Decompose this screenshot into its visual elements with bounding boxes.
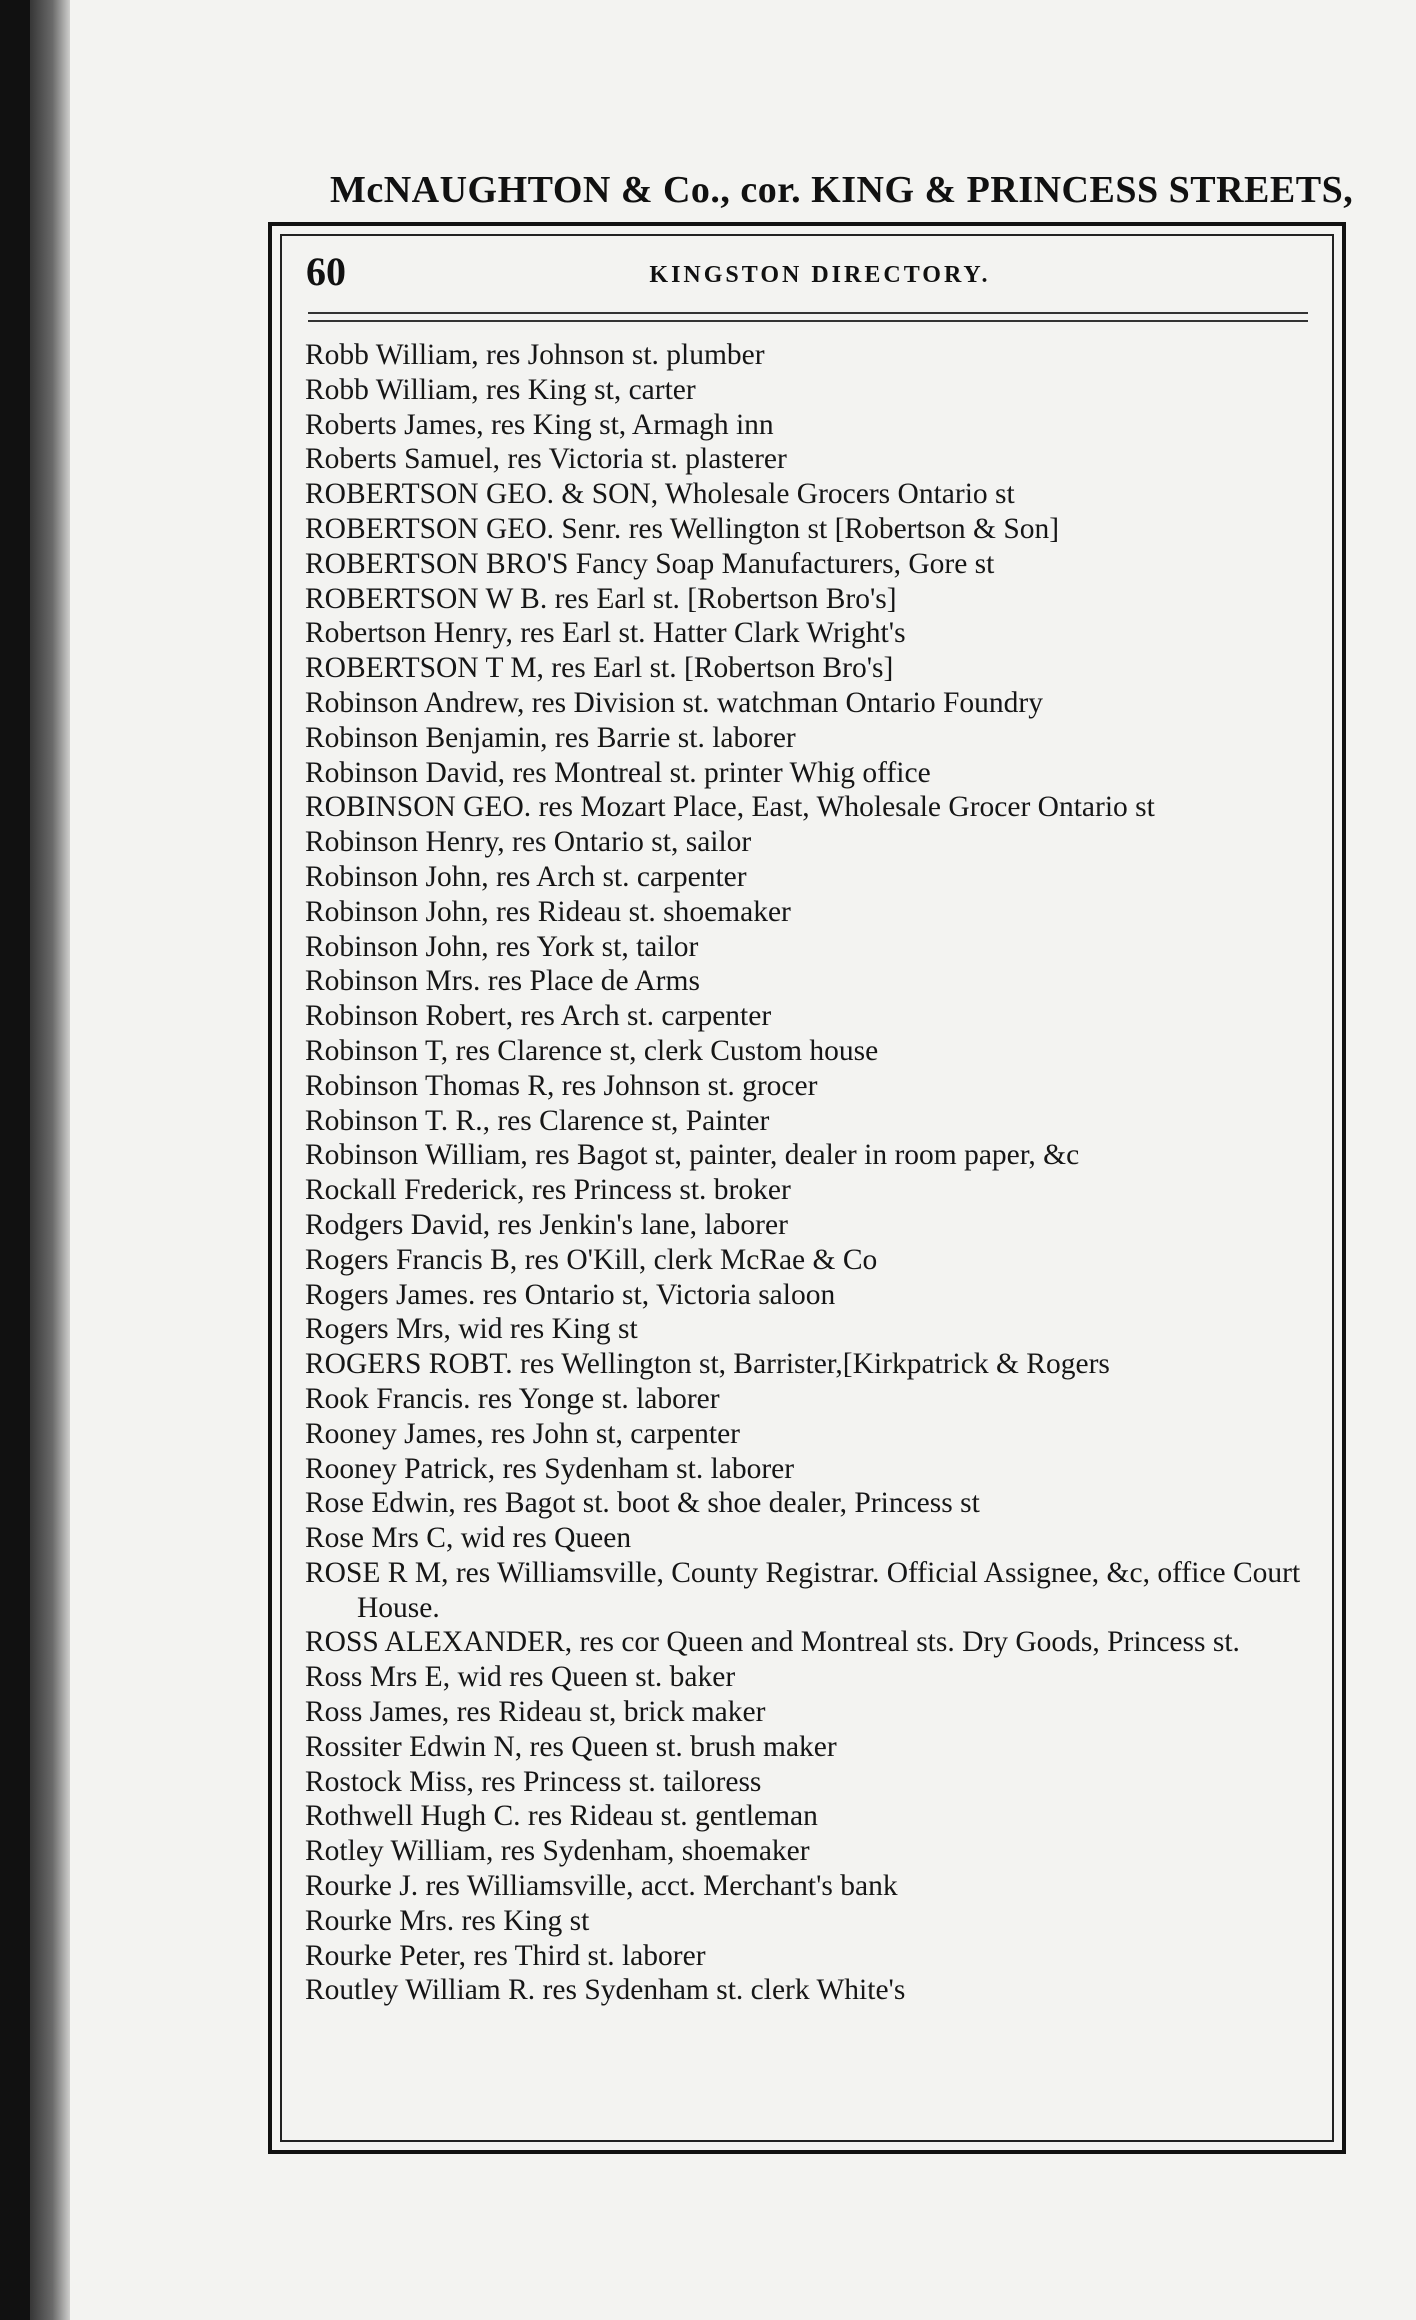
directory-entry: Rose Edwin, res Bagot st. boot & shoe dealer, Princess st	[305, 1487, 980, 1520]
directory-entry: Robb William, res King st, carter	[305, 373, 696, 406]
directory-entry: Robinson David, res Montreal st. printer Whig office	[305, 756, 931, 789]
directory-entry: Rogers Mrs, wid res King st	[305, 1313, 638, 1346]
directory-entry: Robinson Robert, res Arch st. carpenter	[305, 1000, 772, 1033]
directory-entry: Rogers Francis B, res O'Kill, clerk McRae & Co	[305, 1243, 878, 1276]
directory-entry: Ross Mrs E, wid res Queen st. baker	[305, 1661, 736, 1694]
header-rule-bottom	[308, 320, 1308, 322]
directory-entry: ROGERS ROBT. res Wellington st, Barrister,[Kirkpatrick & Rogers	[305, 1348, 1110, 1381]
directory-entry: Robb William, res Johnson st. plumber	[305, 339, 765, 371]
directory-entry: Robinson John, res Rideau st. shoemaker	[305, 895, 791, 928]
book-spine-edge	[0, 0, 30, 2320]
directory-entry: ROBINSON GEO. res Mozart Place, East, Wholesale Grocer Ontario st	[305, 791, 1155, 824]
directory-entry: Rourke Mrs. res King st	[305, 1904, 590, 1937]
directory-entry: Robinson T. R., res Clarence st, Painter	[305, 1104, 770, 1137]
directory-entry: Robinson John, res Arch st. carpenter	[305, 860, 747, 893]
page-title: KINGSTON DIRECTORY.	[649, 262, 991, 288]
directory-entry: Rotley William, res Sydenham, shoemaker	[305, 1835, 810, 1868]
directory-entry: ROBERTSON BRO'S Fancy Soap Manufacturers, Gore st	[305, 547, 995, 580]
directory-entry: Ross James, res Rideau st, brick maker	[305, 1696, 766, 1729]
directory-entry: Rodgers David, res Jenkin's lane, laborer	[305, 1208, 788, 1241]
directory-entry: Rothwell Hugh C. res Rideau st. gentleman	[305, 1800, 818, 1833]
directory-entry: Rooney Patrick, res Sydenham st. laborer	[305, 1452, 795, 1485]
directory-entry: Rockall Frederick, res Princess st. broker	[305, 1174, 791, 1207]
directory-entry: Rooney James, res John st, carpenter	[305, 1417, 741, 1450]
directory-entry: Robinson T, res Clarence st, clerk Custom house	[305, 1034, 879, 1067]
directory-entry: ROBERTSON T M, res Earl st. [Robertson Bro's]	[305, 652, 894, 685]
directory-entry: Robinson Andrew, res Division st. watchman Ontario Foundry	[305, 686, 1043, 719]
directory-entry: Rourke J. res Williamsville, acct. Merchant's bank	[305, 1870, 898, 1903]
directory-entry: Rossiter Edwin N, res Queen st. brush maker	[305, 1730, 837, 1763]
directory-entry: Rogers James. res Ontario st, Victoria saloon	[305, 1278, 836, 1311]
directory-entry: Roberts Samuel, res Victoria st. plasterer	[305, 443, 787, 476]
directory-entry: ROBERTSON W B. res Earl st. [Robertson Bro's]	[305, 582, 897, 615]
directory-entry: Robertson Henry, res Earl st. Hatter Clark Wright's	[305, 617, 906, 650]
directory-entry: Robinson Thomas R, res Johnson st. grocer	[305, 1069, 818, 1102]
directory-entry: ROBERTSON GEO. & SON, Wholesale Grocers Ontario st	[305, 478, 1015, 511]
directory-entry: Robinson John, res York st, tailor	[305, 930, 699, 963]
directory-entry: Routley William R. res Sydenham st. clerk White's	[305, 1974, 906, 2007]
page-number: 60	[306, 249, 346, 294]
directory-entry: Roberts James, res King st, Armagh inn	[305, 408, 774, 441]
directory-entry: Rose Mrs C, wid res Queen	[305, 1522, 632, 1555]
directory-entry: ROSE R M, res Williamsville, County Registrar. Official Assignee, &c, office Court House.	[305, 1556, 1301, 1624]
directory-entry: ROSS ALEXANDER, res cor Queen and Montreal sts. Dry Goods, Princess st.	[305, 1626, 1240, 1659]
directory-entry: Robinson Henry, res Ontario st, sailor	[305, 826, 752, 859]
directory-entry: Robinson Mrs. res Place de Arms	[305, 965, 700, 998]
directory-entry: Robinson William, res Bagot st, painter, dealer in room paper, &c	[305, 1139, 1080, 1172]
advertiser-running-head: McNAUGHTON & Co., cor. KING & PRINCESS STREETS,	[330, 169, 1354, 211]
directory-entry: Rourke Peter, res Third st. laborer	[305, 1939, 706, 1972]
directory-entry: Rostock Miss, res Princess st. tailoress	[305, 1765, 762, 1798]
directory-entry: ROBERTSON GEO. Senr. res Wellington st [Robertson & Son]	[305, 512, 1060, 545]
directory-entry: Rook Francis. res Yonge st. laborer	[305, 1382, 720, 1415]
header-rule-top	[308, 312, 1308, 314]
directory-entries	[305, 338, 1315, 2008]
directory-entry: Robinson Benjamin, res Barrie st. laborer	[305, 721, 796, 754]
